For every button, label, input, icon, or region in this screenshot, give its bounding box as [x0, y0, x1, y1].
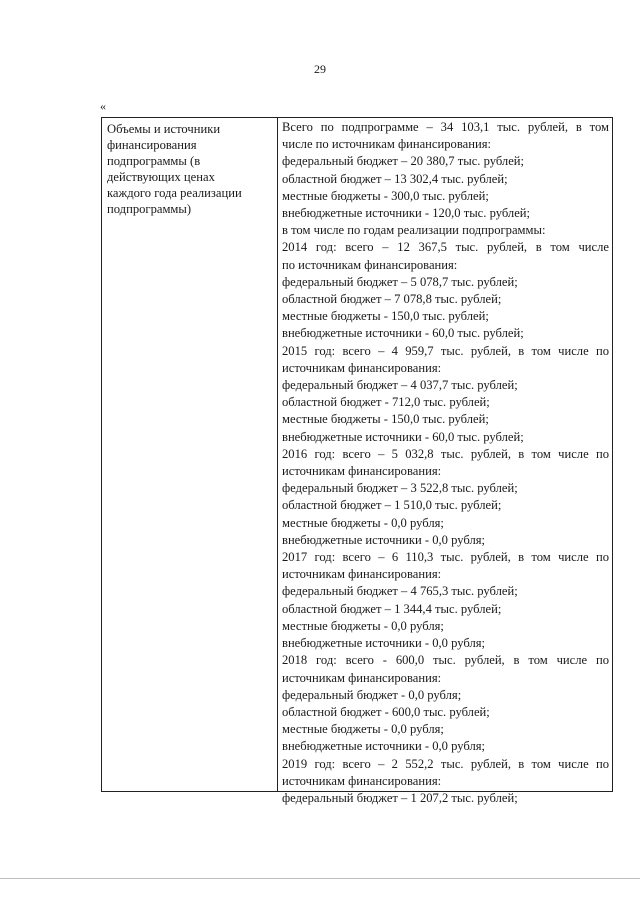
financing-table: [101, 117, 613, 805]
content-line: 2016 год: всего – 5 032,8 тыс. рублей, в том числе по: [282, 446, 609, 461]
content-line: областной бюджет – 7 078,8 тыс. рублей;: [282, 292, 502, 307]
page-number: 29: [314, 62, 326, 76]
label-line: действующих ценах: [107, 170, 215, 184]
content-line: федеральный бюджет - 0,0 рубля;: [282, 687, 462, 702]
financing-content-cell: [278, 118, 612, 805]
content-line: в том числе по годам реализации подпрограммы:: [282, 223, 546, 238]
content-line: источникам финансирования:: [282, 670, 442, 685]
content-line: местные бюджеты - 0,0 рубля;: [282, 515, 444, 530]
content-line: источникам финансирования:: [282, 464, 442, 479]
label-line: каждого года реализации: [107, 186, 242, 200]
content-line: 2017 год: всего – 6 110,3 тыс. рублей, в том числе по: [282, 550, 609, 565]
content-line: по источникам финансирования:: [282, 257, 458, 272]
content-line: областной бюджет - 600,0 тыс. рублей;: [282, 704, 490, 719]
content-line: местные бюджеты - 150,0 тыс. рублей;: [282, 309, 489, 324]
content-line: федеральный бюджет – 20 380,7 тыс. рублей;: [282, 154, 525, 169]
content-line: 2014 год: всего – 12 367,5 тыс. рублей, в том числе: [282, 240, 609, 255]
financing-label-cell: [102, 118, 278, 791]
content-line: федеральный бюджет – 5 078,7 тыс. рублей;: [282, 274, 518, 289]
label-line: подпрограммы (в: [107, 154, 201, 168]
content-line: федеральный бюджет – 4 765,3 тыс. рублей;: [282, 584, 518, 599]
content-line: внебюджетные источники - 60,0 тыс. рублей;: [282, 326, 524, 341]
content-line: 2018 год: всего - 600,0 тыс. рублей, в том числе по: [282, 653, 609, 668]
content-line: областной бюджет - 712,0 тыс. рублей;: [282, 395, 490, 410]
content-line: 2015 год: всего – 4 959,7 тыс. рублей, в том числе по: [282, 343, 609, 358]
content-line: местные бюджеты - 300,0 тыс. рублей;: [282, 188, 489, 203]
content-line: 2019 год: всего – 2 552,2 тыс. рублей, в том числе по: [282, 756, 609, 771]
content-line: областной бюджет – 1 344,4 тыс. рублей;: [282, 601, 502, 616]
label-line: Объемы и источники: [107, 122, 221, 136]
content-line: внебюджетные источники - 0,0 рубля;: [282, 636, 486, 651]
content-line: внебюджетные источники - 120,0 тыс. рублей;: [282, 206, 531, 221]
content-line: внебюджетные источники - 0,0 рубля;: [282, 739, 486, 754]
content-line: источникам финансирования:: [282, 567, 442, 582]
content-line: федеральный бюджет – 1 207,2 тыс. рублей;: [282, 790, 518, 805]
label-line: подпрограммы): [107, 202, 192, 216]
content-line: источникам финансирования:: [282, 360, 442, 375]
content-line: местные бюджеты - 0,0 рубля;: [282, 618, 444, 633]
content-line: Всего по подпрограмме – 34 103,1 тыс. рублей, в том: [282, 120, 609, 134]
content-line: числе по источникам финансирования:: [282, 137, 491, 152]
content-line: федеральный бюджет – 4 037,7 тыс. рублей;: [282, 378, 518, 393]
label-line: финансирования: [107, 138, 197, 152]
content-line: внебюджетные источники - 0,0 рубля;: [282, 532, 486, 547]
content-line: местные бюджеты - 0,0 рубля;: [282, 722, 444, 737]
content-line: источникам финансирования:: [282, 773, 442, 788]
content-line: внебюджетные источники - 60,0 тыс. рублей;: [282, 429, 524, 444]
content-line: областной бюджет – 13 302,4 тыс. рублей;: [282, 171, 508, 186]
opening-quote-mark: «: [100, 99, 106, 113]
content-line: областной бюджет – 1 510,0 тыс. рублей;: [282, 498, 502, 513]
footer-divider: [0, 878, 640, 879]
content-line: федеральный бюджет – 3 522,8 тыс. рублей;: [282, 481, 518, 496]
content-line: местные бюджеты - 150,0 тыс. рублей;: [282, 412, 489, 427]
